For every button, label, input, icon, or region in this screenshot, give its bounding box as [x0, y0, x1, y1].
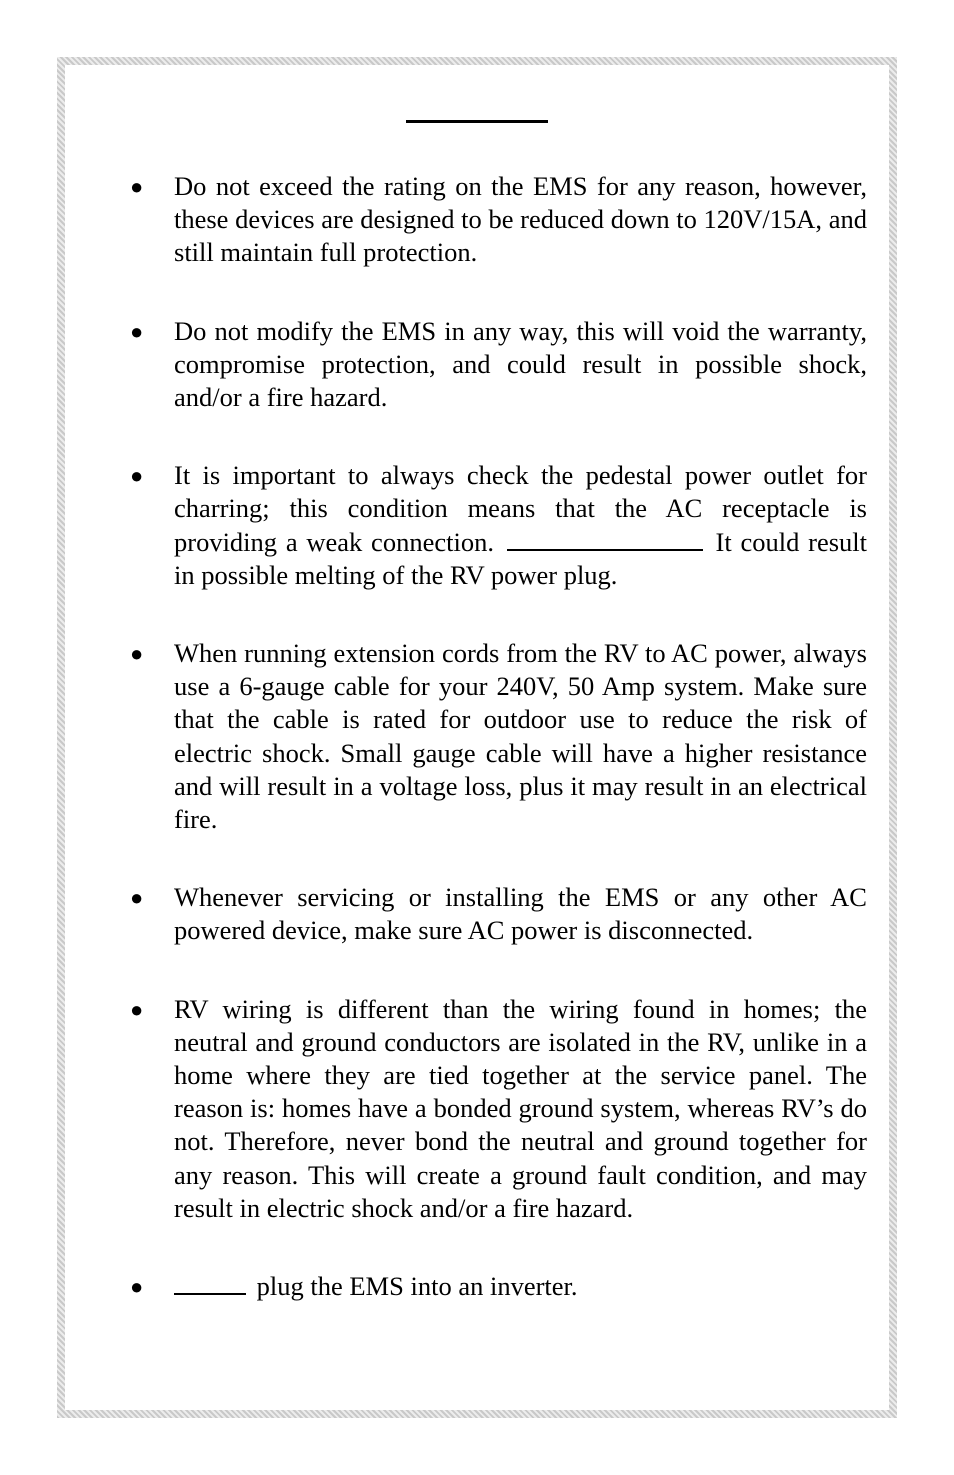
bullet-icon: ●: [130, 318, 144, 344]
redacted-blank: [174, 1271, 246, 1295]
bullet-text: Do not exceed the rating on the EMS for any reason, however, these devices are designed to be reduced down to 120V/15A, and still maintain full protection.: [174, 171, 867, 268]
safety-bullet-list: [130, 170, 867, 1348]
list-item: [130, 1270, 867, 1303]
list-item: [130, 170, 867, 270]
list-item: [130, 637, 867, 836]
list-item: [130, 315, 867, 415]
bullet-icon: ●: [130, 1274, 144, 1300]
bullet-text: It is important to always check the pedestal power outlet for charring; this condition means that the AC receptacle is providing a weak connection.: [174, 460, 867, 557]
list-item: [130, 459, 867, 592]
bullet-icon: ●: [130, 174, 144, 199]
bullet-icon: ●: [130, 996, 144, 1022]
list-item: [130, 993, 867, 1225]
bullet-text: RV wiring is different than the wiring found in homes; the neutral and ground conductors are isolated in the RV, unlike in a home where they are tied together at the service panel. The reason is: homes have a bonded ground system, whereas RV’s do not. Therefore, never bond the neutral and ground together for any reason. This will create a ground fault condition, and may result in electric shock and/or a fire hazard.: [174, 993, 867, 1223]
bullet-text: It could result in possible melting of the RV power plug.: [174, 526, 868, 590]
bullet-text: Whenever servicing or installing the EMS or any other AC powered device, make sure AC power is disconnected.: [174, 882, 867, 946]
bullet-icon: ●: [130, 463, 144, 489]
list-item: [130, 881, 867, 947]
bullet-text: When running extension cords from the RV to AC power, always use a 6-gauge cable for your 240V, 50 Amp system. Make sure that the cable is rated for outdoor use to reduce the risk of electric shock. Small gauge cable will have a higher resistance and will result in a voltage loss, plus it may result in an electrical fire.: [174, 638, 867, 835]
title-underline-blank: [406, 120, 548, 123]
bullet-icon: ●: [130, 885, 144, 911]
bullet-text: Do not modify the EMS in any way, this will void the warranty, compromise protection, and could result in possible shock, and/or a fire hazard.: [174, 315, 867, 413]
redacted-blank: [507, 527, 703, 551]
bullet-text: plug the EMS into an inverter.: [256, 1271, 578, 1302]
bullet-icon: ●: [130, 641, 144, 667]
